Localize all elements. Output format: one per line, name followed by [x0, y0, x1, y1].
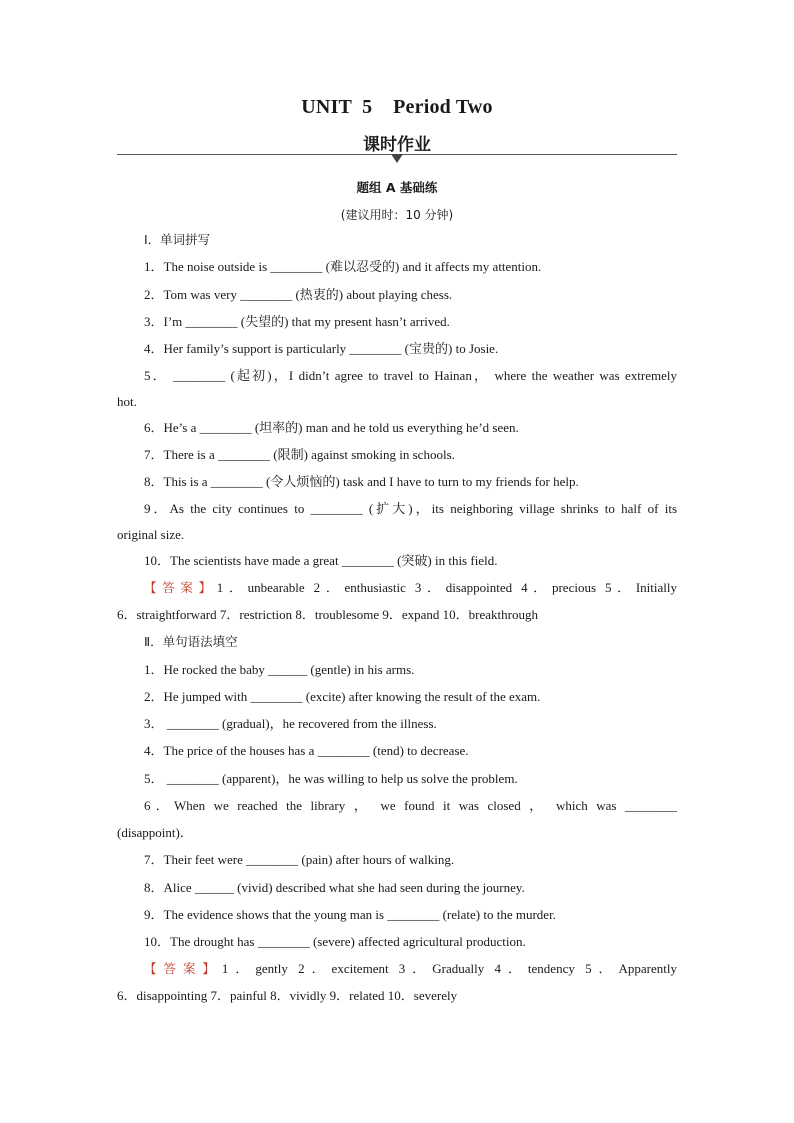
answer-text: 1．unbearable 2．enthusiastic 3．disappointed 4．precious 5．Initially: [216, 580, 677, 595]
grammar-item: 8．Alice ______ (vivid) described what she had seen during the journey.: [144, 880, 525, 895]
spelling-item: 3．I’m ________ (失望的) that my present hasn’t arrived.: [144, 314, 450, 329]
exercise-group-heading: 题组 A 基础练: [356, 180, 438, 195]
grammar-item: 1．He rocked the baby ______ (gentle) in his arms.: [144, 662, 415, 677]
triangle-marker-icon: [391, 154, 403, 163]
grammar-item: 6．When we reached the library ， we found it was closed ， which was ________: [144, 798, 677, 813]
spelling-item: 10．The scientists have made a great ________ (突破) in this field.: [144, 553, 498, 568]
answer-tag: 【答案】: [144, 580, 217, 595]
spelling-item: 9．As the city continues to ________ (扩大)，its neighboring village shrinks to half of its: [144, 501, 677, 516]
grammar-item: 7．Their feet were ________ (pain) after hours of walking.: [144, 852, 455, 867]
grammar-item: 2．He jumped with ________ (excite) after knowing the result of the exam.: [144, 689, 541, 704]
spelling-item: 1．The noise outside is ________ (难以忍受的) and it affects my attention.: [144, 259, 542, 274]
suggested-time: (建议用时：10 分钟): [340, 208, 454, 222]
grammar-item: 9．The evidence shows that the young man is ________ (relate) to the murder.: [144, 907, 556, 922]
spelling-item: 5． ________ (起初)，I didn’t agree to travel to Hainan， where the weather was extremely: [144, 368, 677, 383]
spelling-item: 2．Tom was very ________ (热衷的) about playing chess.: [144, 287, 453, 302]
grammar-item: 5． ________ (apparent)，he was willing to help us solve the problem.: [144, 771, 518, 786]
spelling-item-continued: original size.: [117, 527, 185, 542]
grammar-item: 10．The drought has ________ (severe) affected agricultural production.: [144, 934, 526, 949]
grammar-item: 3． ________ (gradual)，he recovered from the illness.: [144, 716, 437, 731]
spelling-item: 6．He’s a ________ (坦率的) man and he told us everything he’d seen.: [144, 420, 519, 435]
answer-line: [117, 961, 677, 977]
answer-line: [117, 580, 677, 596]
answer-line-continued: 6．straightforward 7．restriction 8．troublesome 9．expand 10．breakthrough: [117, 607, 538, 622]
grammar-item: 4．The price of the houses has a ________ (tend) to decrease.: [144, 743, 469, 758]
spelling-item: 4．Her family’s support is particularly ________ (宝贵的) to Josie.: [144, 341, 499, 356]
page-subtitle: 课时作业: [363, 135, 431, 155]
page-title: UNIT 5 Period Two: [301, 96, 493, 118]
spelling-item: 8．This is a ________ (令人烦恼的) task and I have to turn to my friends for help.: [144, 474, 579, 489]
spelling-item: 7．There is a ________ (限制) against smoking in schools.: [144, 447, 455, 462]
section-heading-grammar: Ⅱ．单句语法填空: [144, 634, 238, 649]
answer-line-continued: 6．disappointing 7．painful 8．vividly 9．related 10．severely: [117, 988, 458, 1003]
answer-tag: 【答案】: [144, 961, 222, 976]
grammar-item-continued: (disappoint)．: [117, 825, 193, 840]
section-heading-spelling: Ⅰ．单词拼写: [144, 232, 211, 247]
answer-text: 1．gently 2．excitement 3．Gradually 4．tendency 5．Apparently: [221, 961, 677, 976]
spelling-item-continued: hot.: [117, 394, 137, 409]
